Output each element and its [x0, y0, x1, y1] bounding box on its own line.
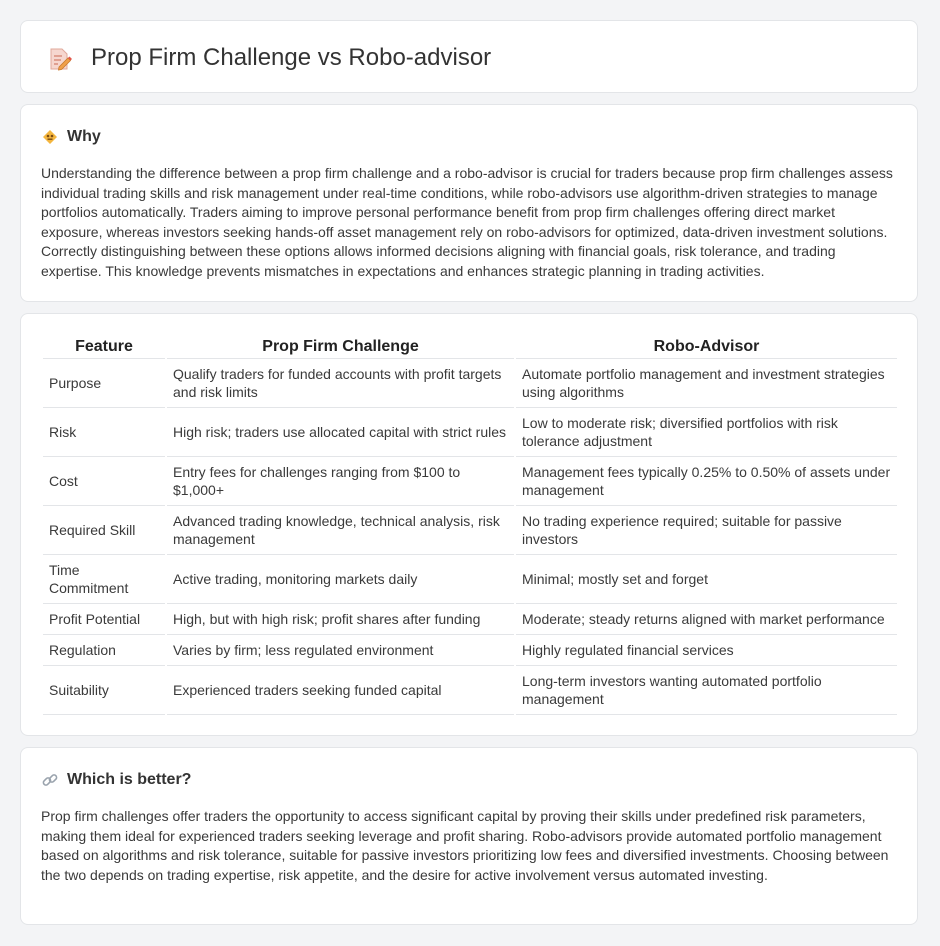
robo-advisor-cell: Management fees typically 0.25% to 0.50% of assets under management [516, 457, 897, 506]
prop-firm-cell: Active trading, monitoring markets daily [167, 555, 514, 604]
header-prop-firm: Prop Firm Challenge [167, 334, 514, 359]
why-heading [41, 127, 101, 147]
table-row [43, 635, 897, 666]
better-heading-label: Which is better? [67, 771, 192, 788]
comparison-section [20, 313, 918, 736]
which-is-better-section [20, 747, 918, 925]
feature-cell: Suitability [43, 666, 165, 715]
link-icon [41, 771, 59, 789]
feature-cell: Risk [43, 408, 165, 457]
robo-advisor-cell: Highly regulated financial services [516, 635, 897, 666]
robo-advisor-cell: Automate portfolio management and investment strategies using algorithms [516, 359, 897, 408]
table-header-row [43, 334, 897, 359]
header-card [20, 20, 918, 93]
table-row [43, 604, 897, 635]
robo-advisor-cell: Minimal; mostly set and forget [516, 555, 897, 604]
prop-firm-cell: Experienced traders seeking funded capital [167, 666, 514, 715]
prop-firm-cell: Advanced trading knowledge, technical analysis, risk management [167, 506, 514, 555]
prop-firm-cell: Varies by firm; less regulated environment [167, 635, 514, 666]
prop-firm-cell: High risk; traders use allocated capital with strict rules [167, 408, 514, 457]
better-heading [41, 770, 191, 790]
feature-cell: Regulation [43, 635, 165, 666]
robo-advisor-cell: Long-term investors wanting automated portfolio management [516, 666, 897, 715]
prop-firm-cell: Qualify traders for funded accounts with profit targets and risk limits [167, 359, 514, 408]
table-row [43, 457, 897, 506]
document-pencil-icon [46, 46, 72, 72]
robo-advisor-cell: Moderate; steady returns aligned with market performance [516, 604, 897, 635]
feature-cell: Time Commitment [43, 555, 165, 604]
light-bulb-icon [41, 128, 59, 146]
feature-cell: Profit Potential [43, 604, 165, 635]
better-text: Prop firm challenges offer traders the opportunity to access significant capital by proving their skills under predefined risk parameters, making them ideal for experienced traders seeking leverage and profit sharing. Robo-advisors provide automated portfolio management based on algorithms and risk tolerance, suitable for passive investors prioritizing low fees and diversified investments. Choosing between the two depends on trading expertise, risk appetite, and the desire for active involvement versus automated investing. [41, 808, 889, 883]
prop-firm-cell: High, but with high risk; profit shares after funding [167, 604, 514, 635]
prop-firm-cell: Entry fees for challenges ranging from $100 to $1,000+ [167, 457, 514, 506]
why-section [20, 104, 918, 302]
header-feature: Feature [43, 334, 165, 359]
comparison-table [41, 334, 899, 715]
feature-cell: Cost [43, 457, 165, 506]
feature-cell: Purpose [43, 359, 165, 408]
page-title: Prop Firm Challenge vs Robo-advisor [91, 44, 492, 71]
why-text: Understanding the difference between a prop firm challenge and a robo-advisor is crucial for traders because prop firm challenges assess individual trading skills and risk management under real-time conditions, while robo-advisors use algorithm-driven strategies to manage portfolios automatically. Traders aiming to improve personal performance benefit from prop firm challenges offering direct market exposure, whereas investors seeking hands-off asset management rely on robo-advisors for optimized, data-driven investment solutions. Correctly distinguishing between these options allows informed decisions aligning with financial goals, risk tolerance, and trading expertise. This knowledge prevents mismatches in expectations and enhances strategic planning in trading activities. [41, 165, 893, 279]
table-row [43, 555, 897, 604]
table-row [43, 408, 897, 457]
table-row [43, 359, 897, 408]
why-heading-label: Why [67, 128, 101, 145]
robo-advisor-cell: Low to moderate risk; diversified portfolios with risk tolerance adjustment [516, 408, 897, 457]
table-row [43, 506, 897, 555]
table-row [43, 666, 897, 715]
feature-cell: Required Skill [43, 506, 165, 555]
header-robo-advisor: Robo-Advisor [516, 334, 897, 359]
robo-advisor-cell: No trading experience required; suitable for passive investors [516, 506, 897, 555]
